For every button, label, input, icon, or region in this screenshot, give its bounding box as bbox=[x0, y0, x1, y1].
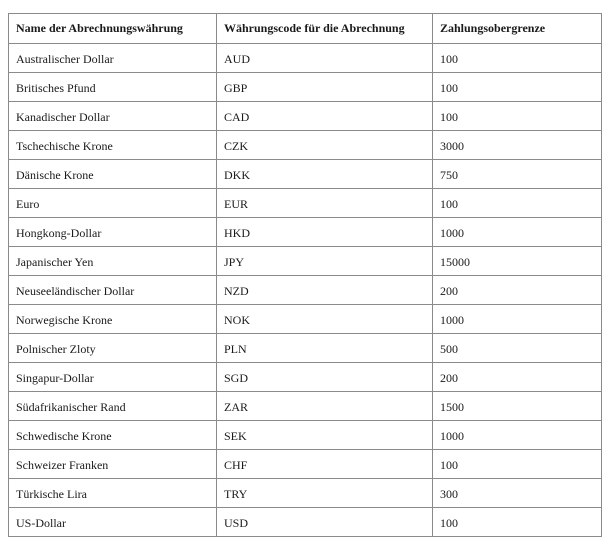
table-row bbox=[9, 508, 602, 537]
currency-name-cell: Kanadischer Dollar bbox=[9, 102, 217, 131]
payment-limit-cell: 750 bbox=[433, 160, 602, 189]
table-row bbox=[9, 189, 602, 218]
currency-code-cell: EUR bbox=[217, 189, 433, 218]
table-row bbox=[9, 131, 602, 160]
payment-limit-cell: 100 bbox=[433, 44, 602, 73]
header-row bbox=[9, 14, 602, 44]
payment-limit-cell: 100 bbox=[433, 102, 602, 131]
currency-code-cell: HKD bbox=[217, 218, 433, 247]
table-row bbox=[9, 102, 602, 131]
header-payment-limit: Zahlungsobergrenze bbox=[433, 14, 602, 44]
payment-limit-cell: 1000 bbox=[433, 305, 602, 334]
payment-limit-cell: 1000 bbox=[433, 421, 602, 450]
header-currency-name: Name der Abrechnungswährung bbox=[9, 14, 217, 44]
currency-name-cell: Polnischer Zloty bbox=[9, 334, 217, 363]
currency-name-cell: Japanischer Yen bbox=[9, 247, 217, 276]
currency-code-cell: TRY bbox=[217, 479, 433, 508]
table-row bbox=[9, 392, 602, 421]
currency-name-cell: Türkische Lira bbox=[9, 479, 217, 508]
currency-code-cell: PLN bbox=[217, 334, 433, 363]
table-row bbox=[9, 160, 602, 189]
currency-name-cell: Britisches Pfund bbox=[9, 73, 217, 102]
table-row bbox=[9, 73, 602, 102]
currency-code-cell: JPY bbox=[217, 247, 433, 276]
table-row bbox=[9, 247, 602, 276]
currency-code-cell: DKK bbox=[217, 160, 433, 189]
payment-limit-cell: 100 bbox=[433, 189, 602, 218]
table-row bbox=[9, 363, 602, 392]
payment-limit-cell: 3000 bbox=[433, 131, 602, 160]
currency-code-cell: CAD bbox=[217, 102, 433, 131]
header-currency-code: Währungscode für die Abrechnung bbox=[217, 14, 433, 44]
currency-code-cell: AUD bbox=[217, 44, 433, 73]
table-header bbox=[9, 14, 602, 44]
currency-name-cell: Hongkong-Dollar bbox=[9, 218, 217, 247]
currency-code-cell: CHF bbox=[217, 450, 433, 479]
currency-name-cell: Neuseeländischer Dollar bbox=[9, 276, 217, 305]
currency-name-cell: US-Dollar bbox=[9, 508, 217, 537]
table-row bbox=[9, 334, 602, 363]
currency-code-cell: NOK bbox=[217, 305, 433, 334]
currency-name-cell: Tschechische Krone bbox=[9, 131, 217, 160]
table-body bbox=[9, 44, 602, 537]
currency-name-cell: Schwedische Krone bbox=[9, 421, 217, 450]
table-row bbox=[9, 44, 602, 73]
currency-code-cell: USD bbox=[217, 508, 433, 537]
payment-limit-cell: 1000 bbox=[433, 218, 602, 247]
payment-limit-cell: 100 bbox=[433, 73, 602, 102]
table-row bbox=[9, 218, 602, 247]
currency-name-cell: Norwegische Krone bbox=[9, 305, 217, 334]
currency-code-cell: CZK bbox=[217, 131, 433, 160]
payment-limit-cell: 15000 bbox=[433, 247, 602, 276]
currency-code-cell: ZAR bbox=[217, 392, 433, 421]
currency-name-cell: Dänische Krone bbox=[9, 160, 217, 189]
payment-limit-cell: 200 bbox=[433, 363, 602, 392]
payment-limit-cell: 500 bbox=[433, 334, 602, 363]
currency-name-cell: Australischer Dollar bbox=[9, 44, 217, 73]
payment-limit-cell: 1500 bbox=[433, 392, 602, 421]
payment-limit-cell: 100 bbox=[433, 508, 602, 537]
table-row bbox=[9, 421, 602, 450]
currency-name-cell: Schweizer Franken bbox=[9, 450, 217, 479]
table-row bbox=[9, 479, 602, 508]
currency-name-cell: Euro bbox=[9, 189, 217, 218]
table-row bbox=[9, 450, 602, 479]
payment-limit-cell: 100 bbox=[433, 450, 602, 479]
table-row bbox=[9, 276, 602, 305]
payment-limit-cell: 200 bbox=[433, 276, 602, 305]
table-row bbox=[9, 305, 602, 334]
currency-name-cell: Südafrikanischer Rand bbox=[9, 392, 217, 421]
currency-table bbox=[8, 13, 602, 537]
currency-code-cell: SGD bbox=[217, 363, 433, 392]
currency-code-cell: NZD bbox=[217, 276, 433, 305]
currency-code-cell: GBP bbox=[217, 73, 433, 102]
currency-code-cell: SEK bbox=[217, 421, 433, 450]
currency-name-cell: Singapur-Dollar bbox=[9, 363, 217, 392]
payment-limit-cell: 300 bbox=[433, 479, 602, 508]
